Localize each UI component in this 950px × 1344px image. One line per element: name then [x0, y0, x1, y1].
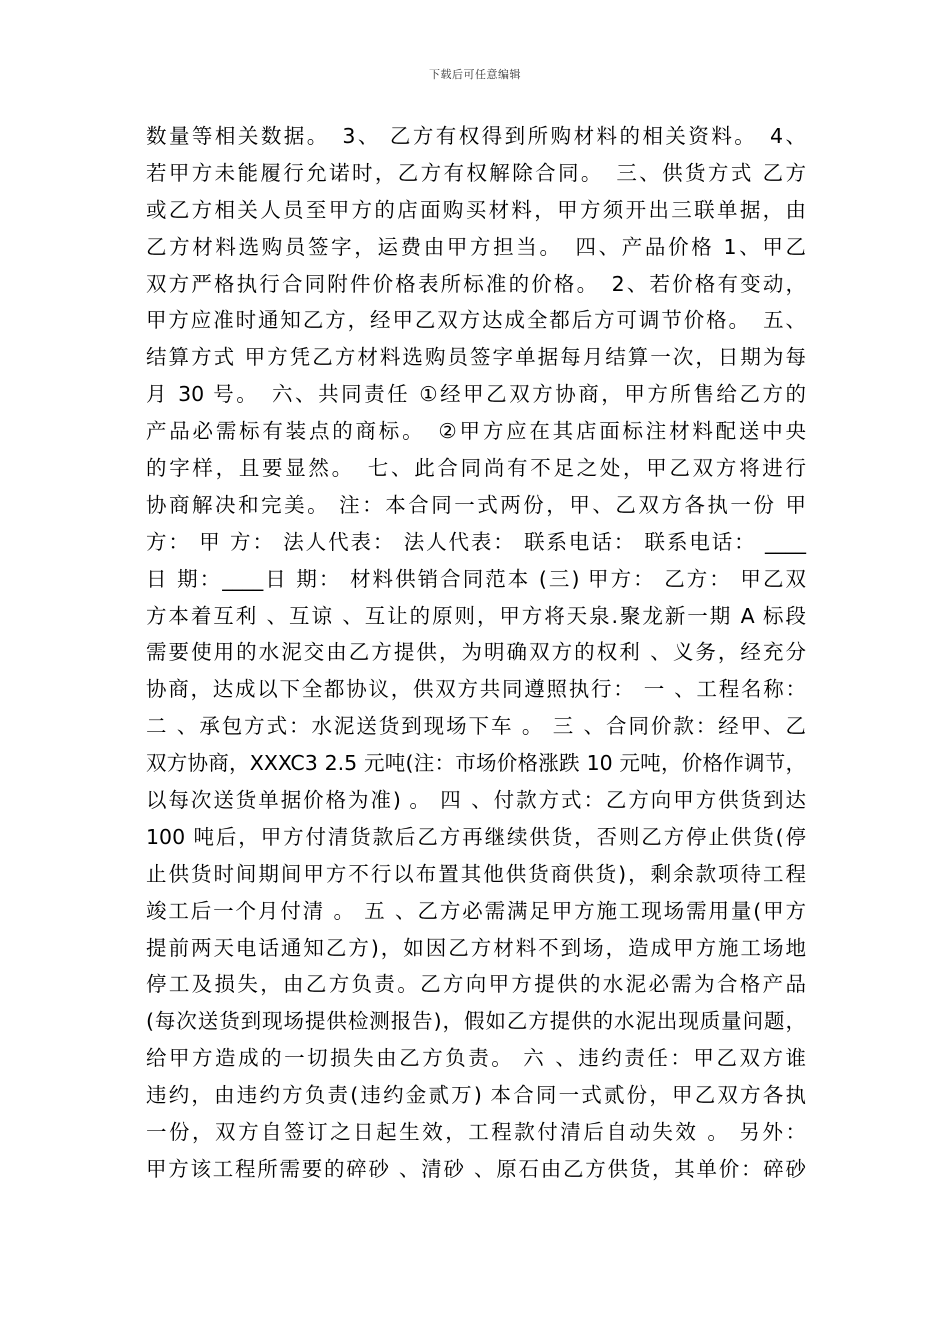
text-line: 乙方材料选购员签字，运费由甲方担当。 四、产品价格 1、甲乙 [146, 234, 806, 259]
text-line: 违约，由违约方负责(违约金贰万) 本合同一式贰份，甲乙双方各执 [146, 1083, 806, 1108]
text-line: 产品必需标有装点的商标。 ②甲方应在其店面标注材料配送中央 [146, 419, 806, 444]
text-line: 的字样，且要显然。 七、此合同尚有不足之处，甲乙双方将进行 [146, 456, 806, 481]
text-line: 需要使用的水泥交由乙方提供，为明确双方的权利 、义务，经充分 [146, 640, 806, 665]
text-line: 止供货时间期间甲方不行以布置其他供货商供货)，剩余款项待工程 [146, 861, 806, 886]
text-line: 方本着互利 、互谅 、互让的原则，甲方将天泉.聚龙新一期 A 标段 [146, 603, 806, 628]
text-line: 日 期：____日 期： 材料供销合同范本 (三) 甲方： 乙方： 甲乙双 [146, 566, 806, 591]
text-line: 双方严格执行合同附件价格表所标准的价格。 2、若价格有变动， [146, 271, 806, 296]
text-line: 若甲方未能履行允诺时，乙方有权解除合同。 三、供货方式 乙方 [146, 160, 806, 185]
text-line: 给甲方造成的一切损失由乙方负责。 六 、违约责任：甲乙双方谁 [146, 1046, 806, 1071]
text-line: 二 、承包方式：水泥送货到现场下车 。 三 、合同价款：经甲、乙 [146, 714, 806, 739]
contract-body [146, 118, 806, 1188]
text-line: 月 30 号。 六、共同责任 ①经甲乙双方协商，甲方所售给乙方的 [146, 382, 806, 407]
text-line: 竣工后一个月付清 。 五 、乙方必需满足甲方施工现场需用量(甲方 [146, 898, 806, 923]
text-line: 100 吨后，甲方付清货款后乙方再继续供货，否则乙方停止供货(停 [146, 824, 806, 849]
text-line: 或乙方相关人员至甲方的店面购买材料，甲方须开出三联单据，由 [146, 197, 806, 222]
text-line: 甲方该工程所需要的碎砂 、清砂 、原石由乙方供货，其单价：碎砂 [146, 1156, 806, 1181]
text-line: 一份，双方自签订之日起生效，工程款付清后自动失效 。 另外： [146, 1120, 806, 1145]
text-line: 协商解决和完美。 注：本合同一式两份，甲、乙双方各执一份 甲 [146, 492, 806, 517]
text-line: 甲方应准时通知乙方，经甲乙双方达成全都后方可调节价格。 五、 [146, 308, 806, 333]
text-line: (每次送货到现场提供检测报告)，假如乙方提供的水泥出现质量问题， [146, 1009, 806, 1034]
text-line: 协商，达成以下全都协议，供双方共同遵照执行： 一 、工程名称： [146, 677, 806, 702]
text-line: 以每次送货单据价格为准) 。 四 、付款方式：乙方向甲方供货到达 [146, 788, 806, 813]
text-line: 方： 甲 方： 法人代表： 法人代表： 联系电话： 联系电话： ____ [146, 529, 806, 554]
text-line: 提前两天电话通知乙方)，如因乙方材料不到场，造成甲方施工场地 [146, 935, 806, 960]
page-header: 下载后可任意编辑 [429, 68, 521, 81]
text-line: 结算方式 甲方凭乙方材料选购员签字单据每月结算一次，日期为每 [146, 345, 806, 370]
text-line: 数量等相关数据。 3、 乙方有权得到所购材料的相关资料。 4、 [146, 124, 806, 148]
text-line: 双方协商，XXXC3 2.5 元吨(注：市场价格涨跌 10 元吨，价格作调节， [146, 751, 806, 776]
text-line: 停工及损失，由乙方负责。乙方向甲方提供的水泥必需为合格产品 [146, 972, 806, 997]
